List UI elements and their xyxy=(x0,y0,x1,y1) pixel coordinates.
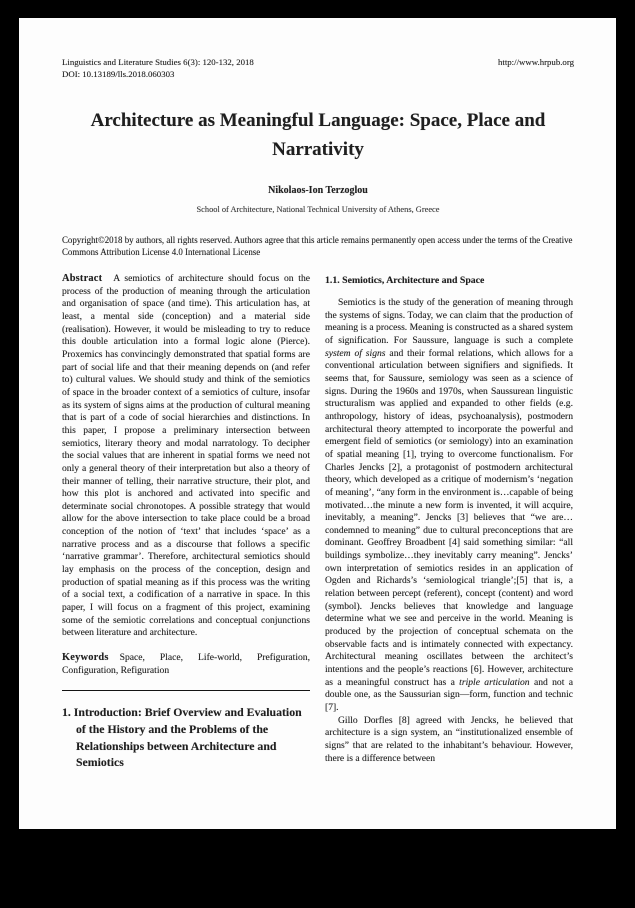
left-column xyxy=(62,273,310,771)
journal-header xyxy=(62,57,574,80)
section-1-heading: 1. Introduction: Brief Overview and Evaluation of the History and the Problems of the Relationships between Architecture and Semiotics xyxy=(62,705,302,770)
abstract-paragraph xyxy=(62,273,310,640)
author-name: Nikolaos-Ion Terzoglou xyxy=(268,185,368,197)
paper-page xyxy=(19,18,616,829)
doi-line: DOI: 10.13189/lls.2018.060303 xyxy=(62,68,175,79)
section-1-1-heading: 1.1. Semiotics, Architecture and Space xyxy=(325,275,485,286)
right-column xyxy=(325,273,573,771)
publisher-url: http://www.hrpub.org xyxy=(498,57,574,67)
copyright-notice: Copyright©2018 by authors, all rights reserved. Authors agree that this article remains permanently open access under the terms of the Creative Commons Attribution License 4.0 International License xyxy=(62,235,573,258)
journal-citation: Linguistics and Literature Studies 6(3): 120-132, 2018 xyxy=(62,57,254,67)
body-paragraph: Gillo Dorfles [8] agreed with Jencks, he believed that architecture is a sign system, an “institutionalized ensemble of signs” that are related to the inhabitant’s behaviour. However, there is a difference between xyxy=(325,714,573,764)
abstract-label: Abstract xyxy=(62,273,103,284)
section-divider xyxy=(62,690,310,691)
journal-header-left xyxy=(62,57,254,80)
paper-title: Architecture as Meaningful Language: Space, Place and Narrativity xyxy=(90,110,546,161)
keywords-label: Keywords xyxy=(62,652,109,664)
body-paragraph: Semiotics is the study of the generation of meaning through the systems of signs. Today, we can claim that the production of meaning is a process. Meaning is constructed as a shared system of signification. For Saussure, language is such a complete system of signs and their formal relations, which allows for a conventional articulation between signifiers and signifieds. It seems that, for Saussure, semiology was seen as a science of signs. During the 1960s and 1970s, when Saussurean linguistic structuralism was applied and expanded to other fields (e.g. anthropology, history of ideas, psychoanalysis), postmodern architectural theory attempted to incorporate the powerful and emergent field of semiotics (or semiology) into an examination of spatial meaning [1], trying to overcome functionalism. For Charles Jencks [2], a protagonist of postmodern architectural theory, which developed as a critique of modernism’s ‘negation of meaning’, “any form in the environment is…capable of being motivated…the minute a new form is invented, it will acquire, inevitably, a meaning”. Jencks [3] believes that “we are…condemned to meaning” due to cultural preconceptions that are dominant. Geoffrey Broadbent [4] said something similar: “all buildings symbolize…they inevitably carry meaning”. Jencks’ own interpretation of semiotics resides in an application of Ogden and Richards’s ‘semiological triangle’;[5] that is, a relation between percept (referent), concept (content) and word (symbol). Jencks believes that knowledge and language determine what we see and perceive in the world. Meaning is produced by the projection of conceptual schemata on the observable facts and is intimately connected with expectancy. Architectural meaning oscillates between the architect’s intentions and the people’s reactions [6]. However, architecture as a meaningful construct has a triple articulation and not a double one, as the Saussurian sign—form, function and technic [7]. xyxy=(325,297,573,713)
abstract-text: A semiotics of architecture should focus on the process of the production of meaning through the articulation and organisation of space (and time). This articulation has, at least, a mental side (conception) and a material side (realisation). However, it would be misleading to try to reduce this double articulation into a formal logic alone (Pierce). Proxemics has convincingly demonstrated that spatial forms are part of social life and that their meaning depends on (and refer to) cultural values. We should study and think of the semiotics of space in the broader context of a semiotics of culture, insofar as its system of signs aims at the production of cultural meaning that is part of a code of social hierarchies and distinctions. In this paper, I propose a preliminary intersection between semiotics, literary theory and modal narratology. To decipher the social values that are inherent in spatial forms we need not only a general theory of their interpretation but also a theory of their manner of telling, their narrative structure, their plot, and how this plot is anchored and activated into specific and determinate social chronotopes. A possible strategy that would allow for the above intersection to take place could be a broad conception of the notion of ‘text’ that includes ‘space’ as a narrative process and as a discourse that follows a specific ‘narrative grammar’. Therefore, architectural semiotics should lay emphasis on the process of the conception, design and production of spatial meaning as if this process was the writing of a social text, a codification of a narrative in space. In this paper, I will focus on a fragment of this project, examining some of the semiotic correlations and conceptual conjunctions between literature and architecture. xyxy=(62,273,310,639)
keywords-paragraph xyxy=(62,652,310,677)
keywords-text: Space, Place, Life-world, Prefiguration, Configuration, Refiguration xyxy=(62,652,310,676)
author-affiliation: School of Architecture, National Technical University of Athens, Greece xyxy=(196,205,440,215)
two-column-body xyxy=(62,273,574,771)
